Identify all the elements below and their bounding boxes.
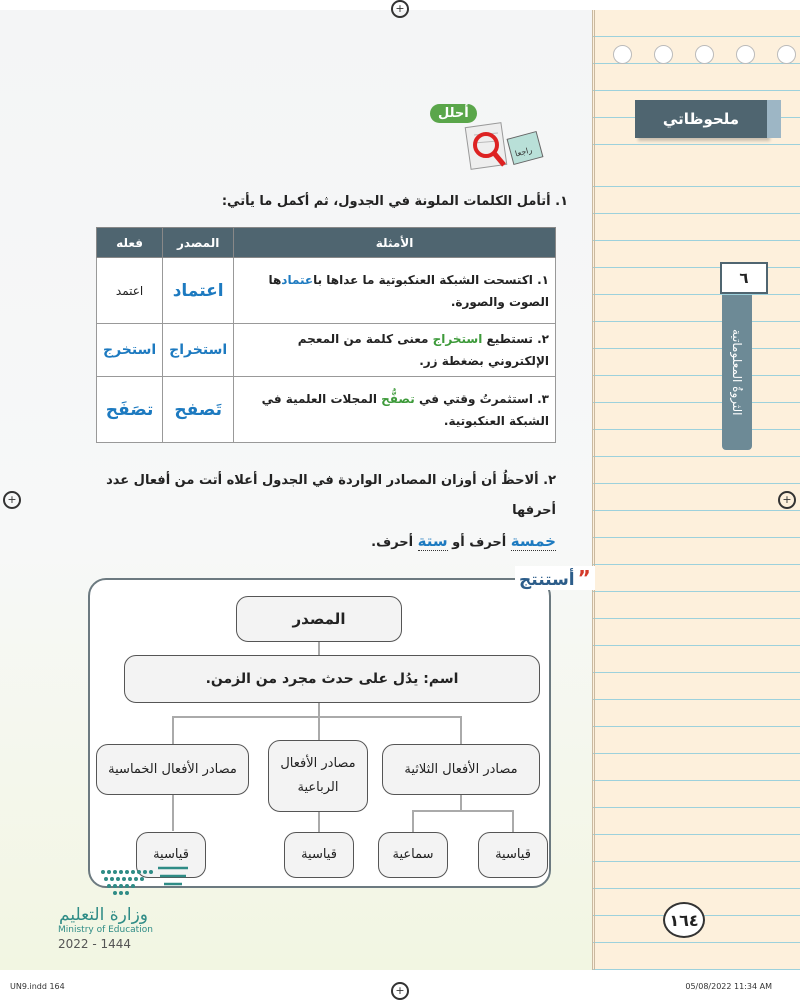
notes-tab: [635, 100, 767, 138]
question-2-answer-line: [86, 526, 556, 558]
connector-line: [412, 810, 514, 812]
diagram-root: المصدر: [236, 596, 402, 642]
registration-mark-icon: +: [778, 491, 796, 509]
verb-cell: اعتمد: [97, 258, 163, 324]
connector-line: [318, 812, 320, 832]
table-row: [97, 258, 556, 324]
diagram-branch-quinquiliteral: مصادر الأفعال الخماسية: [96, 744, 249, 795]
connector-line: [172, 716, 462, 718]
question-1: ١. أتأمل الكلمات الملونة في الجدول، ثم أكمل ما يأتي:: [221, 194, 568, 209]
table-row: [97, 377, 556, 443]
notes-sidebar: [592, 10, 800, 970]
examples-table: [96, 227, 556, 443]
quote-icon: ”: [577, 566, 591, 590]
highlighted-word: عتماد: [281, 272, 314, 287]
answer-connector: أحرف أو: [452, 535, 507, 550]
question-2-text: ٢. ألاحظُ أن أوزان المصادر الواردة في الجدول أعلاه أتت من أفعال عدد أحرفها: [106, 473, 556, 518]
diagram-branch-trilateral: مصادر الأفعال الثلاثية: [382, 744, 540, 795]
connector-line: [460, 795, 462, 811]
page-number: ١٦٤: [663, 902, 705, 938]
diagram-leaf: قياسية: [478, 832, 548, 878]
example-cell: [234, 258, 556, 324]
hole-icon: [777, 45, 796, 64]
ministry-name-en: Ministry of Education: [58, 925, 153, 935]
connector-line: [412, 810, 414, 832]
registration-mark-icon: +: [391, 0, 409, 18]
diagram-branch-quadrilateral: مصادر الأفعال الرباعية: [268, 740, 368, 812]
analyze-paper-text: راجعا: [514, 145, 534, 159]
ministry-block: [58, 905, 153, 951]
example-text: معنى كلمة من المعجم الإلكتروني بضغطة زر.: [297, 332, 549, 368]
verb-cell: استخرج: [97, 324, 163, 377]
example-text: ها الصوت والصورة.: [268, 272, 549, 309]
hole-icon: [695, 45, 714, 64]
ministry-logo-icon: [98, 862, 193, 898]
connector-line: [460, 716, 462, 746]
binder-holes: [613, 45, 800, 64]
diagram-leaf: قياسية: [284, 832, 354, 878]
diagram-leaf: سماعية: [378, 832, 448, 878]
diagram-leaf: قياسية: [136, 832, 206, 878]
ministry-name-ar: وزارة التعليم: [59, 905, 148, 925]
question-2: [86, 466, 556, 558]
ministry-year: 2022 - 1444: [58, 937, 132, 951]
example-text: المجلات العلمية في الشبكة العنكبوتية.: [261, 391, 549, 428]
connector-line: [172, 716, 174, 746]
highlighted-word: تصفُّح: [381, 391, 415, 406]
verb-cell: تصَفَح: [97, 377, 163, 443]
hole-icon: [613, 45, 632, 64]
connector-line: [172, 795, 174, 831]
masdar-cell: اعتماد: [163, 258, 234, 324]
connector-line: [512, 810, 514, 832]
analyze-badge: أحلل: [430, 104, 477, 123]
answer-field[interactable]: خمسة: [510, 532, 556, 550]
registration-mark-icon: +: [391, 982, 409, 1000]
connector-line: [318, 716, 320, 742]
table-header-examples: الأمثلة: [234, 228, 556, 258]
highlighted-word: استخراج: [432, 332, 483, 346]
masdar-cell: استخراج: [163, 324, 234, 377]
connector-line: [318, 640, 320, 656]
example-text: ١. اكتسحت الشبكة العنكبوتية ما عداها با: [313, 272, 549, 287]
conclude-label: [515, 566, 595, 590]
table-header-verb: فعله: [97, 228, 163, 258]
answer-end: أحرف.: [371, 535, 414, 550]
unit-title: الثروةُ المعلوماتية: [722, 295, 752, 450]
hole-icon: [654, 45, 673, 64]
example-text: ٣. استثمرتُ وقتي في: [414, 391, 549, 406]
registration-mark-icon: +: [3, 491, 21, 509]
hole-icon: [736, 45, 755, 64]
masdar-cell: تَصفح: [163, 377, 234, 443]
example-cell: [234, 377, 556, 443]
conclude-text: أستنتج: [519, 570, 575, 590]
footer-date: 05/08/2022 11:34 AM: [685, 982, 772, 991]
diagram-definition: اسم: يدُل على حدث مجرد من الزمن.: [124, 655, 540, 703]
table-header-masdar: المصدر: [163, 228, 234, 258]
footer-file: UN9.indd 164: [10, 982, 65, 991]
table-row: [97, 324, 556, 377]
example-text: ٢. تستطيع: [482, 332, 549, 346]
notes-tab-label: ملحوظاتي: [662, 110, 740, 128]
answer-field[interactable]: ستة: [417, 532, 448, 550]
unit-number: ٦: [720, 262, 768, 294]
example-cell: [234, 324, 556, 377]
